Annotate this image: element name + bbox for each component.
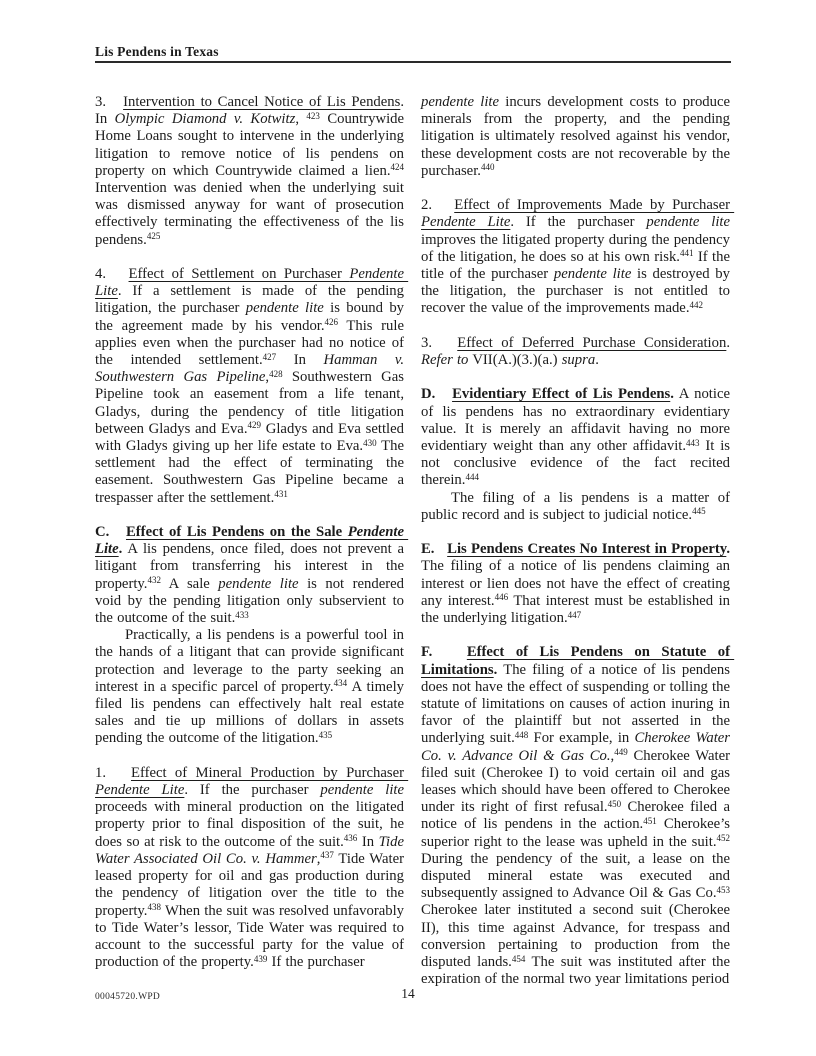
text-run: Cherokee filed a notice of lis pendens in the action. xyxy=(421,799,735,833)
text-run: Gladys and Eva settled with Gladys giving up her life estate to Eva. xyxy=(95,420,409,455)
section-c-sale-pendente-lite xyxy=(95,524,409,627)
text-run: It is not conclusive evidence of the fact recited therein. xyxy=(421,438,735,489)
text-run: , xyxy=(295,111,307,128)
text-run: , xyxy=(265,369,270,386)
text-run: Cherokee later instituted a second suit (Cherokee II), this time against Advance, for trespass and conversion pertaining to production from the disputed lands. xyxy=(421,885,735,971)
text-run: Evidentiary Effect of Lis Pendens xyxy=(452,386,671,403)
footnote-ref: 426 xyxy=(324,317,339,328)
footnote-ref: 450 xyxy=(607,798,622,809)
footnote-ref: 453 xyxy=(716,884,730,895)
text-run: Southwestern Gas Pipeline took an easement from a life tenant, Gladys, during the pendency of title litigation between Gladys and Eva. xyxy=(95,369,409,437)
footnote-ref: 433 xyxy=(235,609,249,620)
text-run: . In xyxy=(95,94,409,128)
footer-doc-id: 00045720.WPD xyxy=(95,992,161,1002)
text-run: 4. xyxy=(95,266,129,283)
text-run: Refer to xyxy=(421,352,469,369)
text-run: A lis pendens, once filed, does not prevent a litigant from transferring his interest in the property. xyxy=(95,541,409,592)
text-run: 3. xyxy=(95,94,124,110)
right-column xyxy=(421,94,735,988)
text-run: E. xyxy=(421,541,448,558)
text-run: Countrywide Home Loans sought to intervene in the underlying litigation to remove notice of lis pendens on property on which Countrywide claimed a lien. xyxy=(95,111,409,179)
text-run: If the title of the purchaser xyxy=(421,248,735,283)
footnote-ref: 437 xyxy=(320,850,334,861)
footnote-ref: 434 xyxy=(333,678,348,689)
footnote-ref: 442 xyxy=(689,299,703,310)
footnote-ref: 443 xyxy=(686,437,700,448)
text-run: Intervention was denied when the underlying suit was dismissed anyway for want of prosecution effectively terminating the effectiveness of the lis pendens. xyxy=(95,162,409,248)
footnote-ref: 438 xyxy=(147,902,161,912)
text-run: Effect of Deferred Purchase Consideration xyxy=(457,334,727,351)
text-run: C. xyxy=(95,524,126,541)
text-run: proceeds with mineral production on the litigated property prior to final disposition of the suit, he does so at risk to the outcome of the suit. xyxy=(95,782,409,850)
text-run: . xyxy=(595,352,599,369)
footnote-ref: 430 xyxy=(363,437,377,448)
text-run: pendente lite xyxy=(421,94,500,110)
footnote-ref: 447 xyxy=(567,609,582,620)
section-2-improvements xyxy=(421,197,735,317)
text-run: Practically, a lis pendens is a powerful tool in the hands of a litigant that can provide significant protection and leverage to the party seeking an interest in a specific parcel of property. xyxy=(95,627,409,695)
footnote-ref: 425 xyxy=(146,231,161,242)
text-run: VII(A.)(3.)(a.) xyxy=(468,352,562,369)
footnote-ref: 428 xyxy=(269,368,283,379)
text-run: F. xyxy=(421,644,467,661)
section-d-evidentiary-effect xyxy=(421,386,735,489)
footnote-ref: 431 xyxy=(274,489,288,500)
document-body xyxy=(95,94,735,988)
text-run: That interest must be established in the underlying litigation. xyxy=(421,592,735,627)
text-run: A notice of lis pendens has no extraordinary evidentiary value. It is merely an affidavit having no more evidentiary weight than any other affidavit. xyxy=(421,386,735,455)
text-run: . If the purchaser xyxy=(510,214,647,231)
text-run: The settlement had the effect of terminating the easement. Southwestern Gas Pipeline became a trespasser after the settlement. xyxy=(95,438,409,506)
text-run: The filing of a lis pendens is a matter of public record and is subject to judicial notice. xyxy=(421,489,735,523)
text-run: 2. xyxy=(421,197,455,214)
text-run: Cherokee Water Co. v. Advance Oil & Gas Co. xyxy=(421,730,735,764)
section-1-mineral-production xyxy=(95,764,409,971)
text-run: Pendente Lite xyxy=(95,524,409,558)
text-run: is bound by the agreement made by his vendor. xyxy=(95,300,409,334)
running-header-title: Lis Pendens in Texas xyxy=(95,44,219,59)
text-run: For example, in xyxy=(528,730,635,747)
text-run: . xyxy=(726,334,735,351)
section-3-deferred-consideration xyxy=(421,334,735,369)
text-run: incurs development costs to produce minerals from the property, and the pending litigation is ultimately resolved against his vendor, these development costs are not recoverable by the purchaser. xyxy=(421,94,735,179)
text-run: D. xyxy=(421,386,453,403)
text-run: During the pendency of the suit, a lease on the disputed mineral estate was executed and subsequently assigned to Advance Oil & Gas Co. xyxy=(421,833,735,902)
footnote-ref: 436 xyxy=(343,833,358,844)
text-run: Intervention to Cancel Notice of Lis Pendens xyxy=(123,94,401,110)
footnote-ref: 445 xyxy=(692,506,706,517)
para-filing-public-record xyxy=(421,489,735,524)
section-e-no-interest xyxy=(421,541,735,627)
text-run: pendente lite xyxy=(553,266,632,283)
text-run: This rule applies even when the purchaser had no notice of the intended settlement. xyxy=(95,317,409,369)
text-run: A timely filed lis pendens can effectively halt real estate sales and tie up millions of dollars in assets pending the outcome of the litigation. xyxy=(95,678,409,747)
footnote-ref: 429 xyxy=(247,420,261,431)
text-run: Pendente Lite xyxy=(421,214,511,231)
text-run: improves the litigated property during the pendency of the litigation, he does so at his own risk. xyxy=(421,214,735,265)
footnote-ref: 444 xyxy=(465,471,479,482)
footnote-ref: 435 xyxy=(318,729,333,740)
text-run: Lis Pendens Creates No Interest in Property xyxy=(447,541,727,558)
text-run: is destroyed by the litigation, the purchaser is not entitled to recover the value of the improvements made. xyxy=(421,266,735,317)
text-run: Olympic Diamond v. Kotwitz xyxy=(114,111,296,128)
footnote-ref: 423 xyxy=(306,110,320,121)
footnote-ref: 439 xyxy=(253,953,268,964)
text-run: Cherokee Water filed suit (Cherokee I) to void certain oil and gas leases which should have been offered to Cherokee under its right of first refusal. xyxy=(421,747,735,816)
text-run: pendente lite xyxy=(320,782,405,799)
text-run: A sale xyxy=(160,575,219,592)
para-practically xyxy=(95,627,409,747)
footnote-ref: 432 xyxy=(147,575,161,586)
footnote-ref: 452 xyxy=(716,833,730,844)
text-run: Effect of Mineral Production by Purchaser xyxy=(130,764,409,781)
text-run: . If a settlement is made of the pending litigation, the purchaser xyxy=(95,283,409,317)
text-run: If the purchaser xyxy=(267,954,365,971)
header-rule xyxy=(95,61,731,63)
text-run: . xyxy=(726,541,730,558)
text-run: . xyxy=(670,386,674,403)
text-run: Pendente Lite xyxy=(95,782,185,799)
text-run: Effect of Lis Pendens on Statute of Limitations xyxy=(421,644,735,678)
text-run: pendente lite xyxy=(245,300,324,317)
para-continuation-development-costs xyxy=(421,94,735,180)
text-run: . xyxy=(118,541,123,558)
text-run: pendente lite xyxy=(646,214,731,231)
text-run: , xyxy=(316,850,321,867)
text-run: Effect of Lis Pendens on the Sale xyxy=(125,524,348,541)
text-run: In xyxy=(276,352,324,369)
text-run: In xyxy=(357,833,379,850)
footnote-ref: 441 xyxy=(679,248,694,259)
text-run: Tide Water Associated Oil Co. v. Hammer xyxy=(95,833,409,867)
footnote-ref: 451 xyxy=(643,815,657,826)
footnote-ref: 449 xyxy=(614,747,628,758)
text-run: , xyxy=(610,747,615,764)
text-run: Pendente Lite xyxy=(95,266,409,300)
footnote-ref: 424 xyxy=(390,162,404,173)
footnote-ref: 454 xyxy=(511,953,526,964)
text-run: Cherokee’s superior right to the lease was upheld in the suit. xyxy=(421,816,735,850)
left-column xyxy=(95,94,409,988)
text-run: 1. xyxy=(95,764,131,781)
footnote-ref: 427 xyxy=(262,351,277,362)
text-run: is not rendered void by the pending litigation only subservient to the outcome of the suit. xyxy=(95,575,409,627)
text-run: The filing of a notice of lis pendens does not have the effect of suspending or tolling the statute of limitations on causes of action inuring in favor of the plaintiff but not asserted in the underlying suit. xyxy=(421,661,735,747)
text-run: The suit was instituted after the expiration of the normal two year limitations period xyxy=(421,954,735,988)
text-run: The filing of a notice of lis pendens claiming an interest or lien does not have the effect of creating any interest. xyxy=(421,541,735,609)
text-run: . xyxy=(493,661,498,678)
footnote-ref: 440 xyxy=(480,162,495,173)
text-run: Hamman v. Southwestern Gas Pipeline xyxy=(95,352,409,386)
text-run: Effect of Settlement on Purchaser xyxy=(128,266,350,283)
text-run: supra xyxy=(561,352,596,369)
text-run: When the suit was resolved unfavorably to Tide Water’s lessor, Tide Water was required to account to the successful party for the value of production of the property. xyxy=(95,902,409,971)
footnote-ref: 446 xyxy=(494,592,509,603)
footnote-ref: 448 xyxy=(514,729,529,740)
text-run: Effect of Improvements Made by Purchaser xyxy=(454,197,735,214)
section-4-settlement xyxy=(95,266,409,507)
page-footer xyxy=(0,986,816,1010)
text-run: . If the purchaser xyxy=(184,782,321,799)
text-run: Tide Water leased property for oil and gas production during the pendency of litigation over the title to the property. xyxy=(95,850,409,919)
section-3-intervention xyxy=(95,94,409,249)
footer-page-number: 14 xyxy=(401,986,415,1001)
text-run: 3. xyxy=(421,334,458,351)
text-run: pendente lite xyxy=(218,575,299,592)
section-f-statute-of-limitations xyxy=(421,644,735,988)
